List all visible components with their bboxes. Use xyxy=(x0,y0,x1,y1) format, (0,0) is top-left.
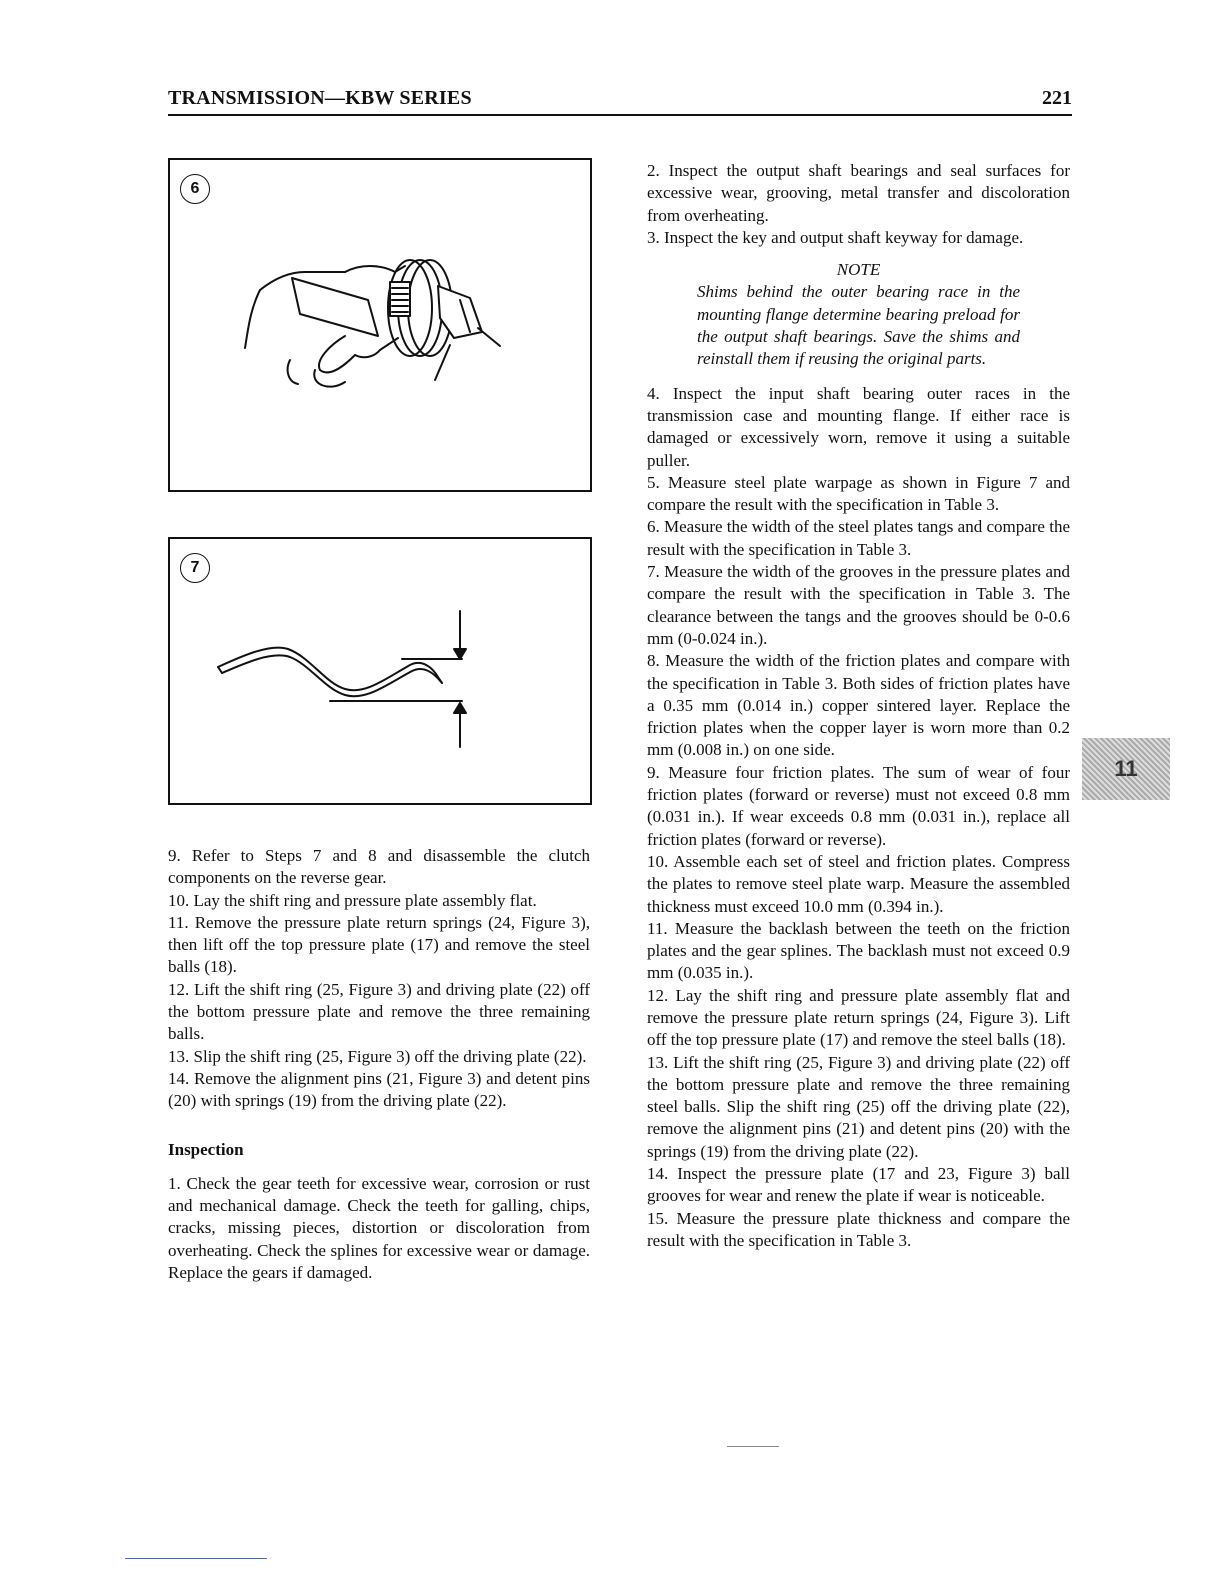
step-paragraph: 9. Measure four friction plates. The sum of wear of four friction plates (forward or reverse) must not exceed 0.8 mm (0.031 in.). If wear exceeds 0.8 mm (0.031 in.), replace all friction plates (forward or reverse). xyxy=(647,762,1070,849)
step-paragraph: 15. Measure the pressure plate thickness and compare the result with the specification in Table 3. xyxy=(647,1208,1070,1250)
figure-number: 6 xyxy=(180,174,210,204)
chapter-title: TRANSMISSION—KBW SERIES xyxy=(168,87,472,109)
note-title: NOTE xyxy=(836,260,881,280)
step-paragraph: 11. Measure the backlash between the teeth on the friction plates and the gear splines. The backlash must not exceed 0.9 mm (0.035 in.). xyxy=(647,918,1070,983)
note-box xyxy=(647,259,1070,370)
step-paragraph: 11. Remove the pressure plate return springs (24, Figure 3), then lift off the top pressure plate (17) and remove the steel balls (18). xyxy=(168,912,590,977)
step-paragraph: 13. Lift the shift ring (25, Figure 3) and driving plate (22) off the bottom pressure plate and remove the three remaining steel balls. Slip the shift ring (25) off the driving plate (22), remove the alignment pins (21) and detent pins (20) with the springs (19) from the driving plate (22). xyxy=(647,1052,1070,1161)
step-paragraph: 2. Inspect the output shaft bearings and seal surfaces for excessive wear, grooving, metal transfer and discoloration from overheating. xyxy=(647,161,1070,225)
step-paragraph: 12. Lift the shift ring (25, Figure 3) and driving plate (22) off the bottom pressure plate and remove the three remaining balls. xyxy=(168,979,590,1044)
feeler-gauge-illustration xyxy=(170,160,590,490)
plate-warpage-illustration xyxy=(170,539,590,803)
left-column xyxy=(168,845,590,1284)
step-paragraph: 13. Slip the shift ring (25, Figure 3) off the driving plate (22). xyxy=(168,1046,587,1066)
step-paragraph: 5. Measure steel plate warpage as shown in Figure 7 and compare the result with the specification in Table 3. xyxy=(647,472,1070,515)
step-paragraph: 6. Measure the width of the steel plates tangs and compare the result with the specification in Table 3. xyxy=(647,517,1070,559)
right-column xyxy=(647,160,1070,1252)
figure-7 xyxy=(168,537,592,805)
chapter-tab-marker: 11 xyxy=(1082,738,1170,800)
page-number: 221 xyxy=(1042,87,1072,109)
step-paragraph: 9. Refer to Steps 7 and 8 and disassemble the clutch components on the reverse gear. xyxy=(168,846,590,888)
figure-number: 7 xyxy=(180,553,210,583)
step-paragraph: 10. Assemble each set of steel and friction plates. Compress the plates to remove steel plate warp. Measure the assembled thickness must exceed 10.0 mm (0.394 in.). xyxy=(647,851,1070,916)
step-paragraph: 1. Check the gear teeth for excessive wear, corrosion or rust and mechanical damage. Check the teeth for galling, chips, cracks, missing pieces, distortion or discoloration from overheating. Check the splines for excessive wear or damage. Replace the gears if damaged. xyxy=(168,1173,590,1283)
figure-6 xyxy=(168,158,592,492)
divider xyxy=(125,1558,267,1559)
step-paragraph: 4. Inspect the input shaft bearing outer races in the transmission case and mounting flange. If either race is damaged or excessively worn, remove it using a suitable puller. xyxy=(647,383,1070,470)
note-text: Shims behind the outer bearing race in the mounting flange determine bearing preload for the output shaft bearings. Save the shims and reinstall them if reusing the original parts. xyxy=(697,282,1020,369)
step-paragraph: 7. Measure the width of the grooves in the pressure plates and compare the result with the specification in Table 3. The clearance between the tangs and the grooves should be 0-0.6 mm (0-0.024 in.). xyxy=(647,562,1070,648)
step-paragraph: 8. Measure the width of the friction plates and compare with the specification in Table 3. Both sides of friction plates have a 0.35 mm (0.014 in.) copper sintered layer. Replace the friction plates when the copper layer is worn more than 0.2 mm (0.008 in.) on one side. xyxy=(647,651,1070,760)
step-paragraph: 14. Remove the alignment pins (21, Figure 3) and detent pins (20) with springs (19) from the driving plate (22). xyxy=(168,1068,590,1111)
section-heading: Inspection xyxy=(168,1139,244,1159)
divider xyxy=(727,1446,779,1447)
step-paragraph: 3. Inspect the key and output shaft keyway for damage. xyxy=(647,227,1024,247)
step-paragraph: 12. Lay the shift ring and pressure plate assembly flat and remove the pressure plate return springs (24, Figure 3). Lift off the top pressure plate (17) and remove the steel balls (18). xyxy=(647,985,1070,1050)
step-paragraph: 10. Lay the shift ring and pressure plate assembly flat. xyxy=(168,890,537,910)
step-paragraph: 14. Inspect the pressure plate (17 and 23, Figure 3) ball grooves for wear and renew the plate if wear is noticeable. xyxy=(647,1164,1070,1206)
page-header xyxy=(168,86,1072,116)
